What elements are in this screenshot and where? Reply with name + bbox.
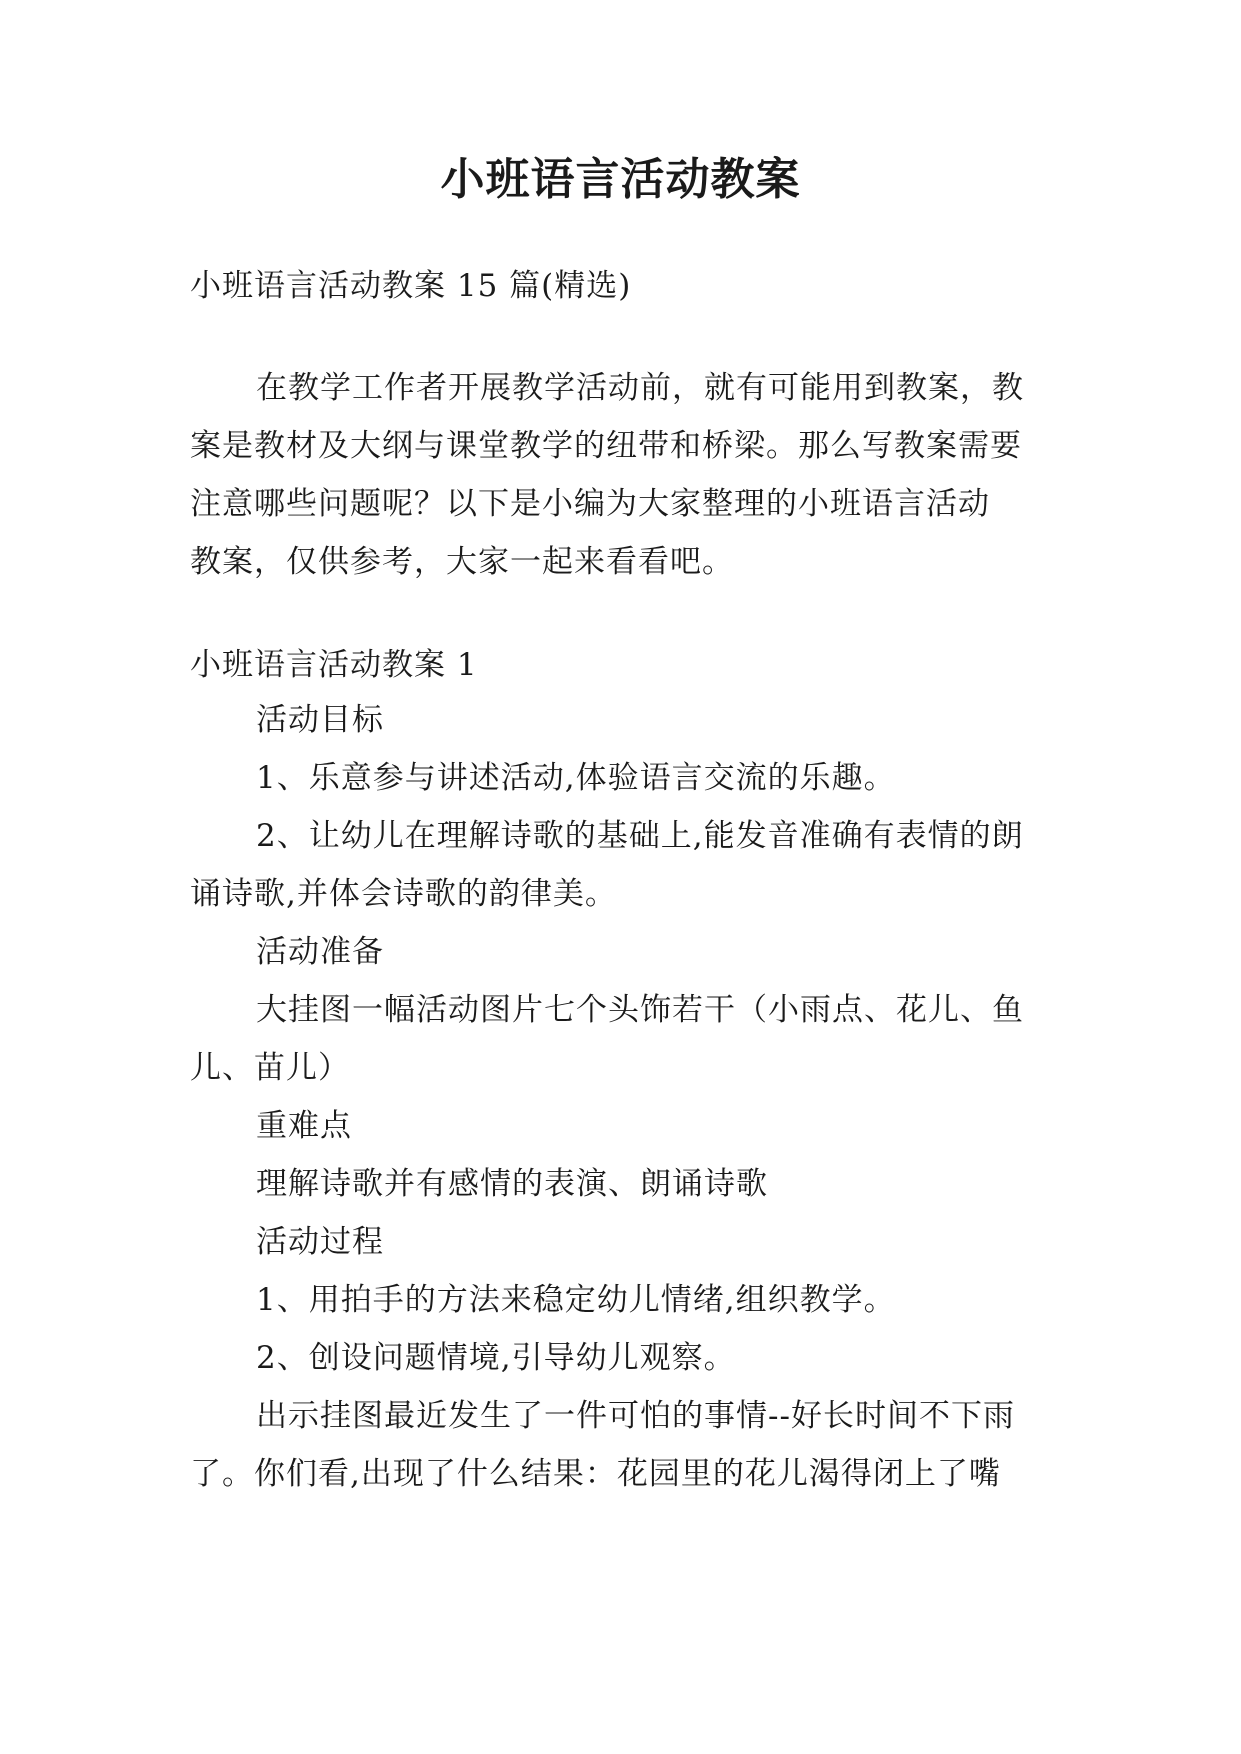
- body-line: 出示挂图最近发生了一件可怕的事情--好长时间不下雨: [256, 1398, 1015, 1434]
- body-line: 活动准备: [256, 934, 384, 970]
- intro-line-1: 在教学工作者开展教学活动前，就有可能用到教案，教: [256, 370, 1024, 406]
- body-line: 理解诗歌并有感情的表演、朗诵诗歌: [256, 1166, 768, 1202]
- body-line: 大挂图一幅活动图片七个头饰若干（小雨点、花儿、鱼: [256, 992, 1024, 1028]
- body-line: 活动过程: [256, 1224, 384, 1260]
- section-heading: 小班语言活动教案 1: [190, 647, 478, 683]
- body-line: 重难点: [256, 1108, 352, 1144]
- intro-line-4: 教案，仅供参考，大家一起来看看吧。: [190, 544, 734, 580]
- body-line: 2、让幼儿在理解诗歌的基础上,能发音准确有表情的朗: [256, 818, 1024, 854]
- body-line: 2、创设问题情境,引导幼儿观察。: [256, 1340, 736, 1376]
- intro-line-2: 案是教材及大纲与课堂教学的纽带和桥梁。那么写教案需要: [190, 428, 1022, 464]
- body-line: 了。你们看,出现了什么结果：花园里的花儿渴得闭上了嘴: [190, 1456, 1001, 1492]
- body-line: 1、用拍手的方法来稳定幼儿情绪,组织教学。: [256, 1282, 896, 1318]
- body-line: 儿、苗儿）: [190, 1050, 350, 1086]
- intro-line-3: 注意哪些问题呢？以下是小编为大家整理的小班语言活动: [190, 486, 990, 522]
- body-line: 活动目标: [256, 702, 384, 738]
- document-subtitle: 小班语言活动教案 15 篇(精选): [190, 268, 632, 304]
- document-title: 小班语言活动教案: [440, 154, 801, 205]
- body-line: 诵诗歌,并体会诗歌的韵律美。: [190, 876, 617, 912]
- body-line: 1、乐意参与讲述活动,体验语言交流的乐趣。: [256, 760, 896, 796]
